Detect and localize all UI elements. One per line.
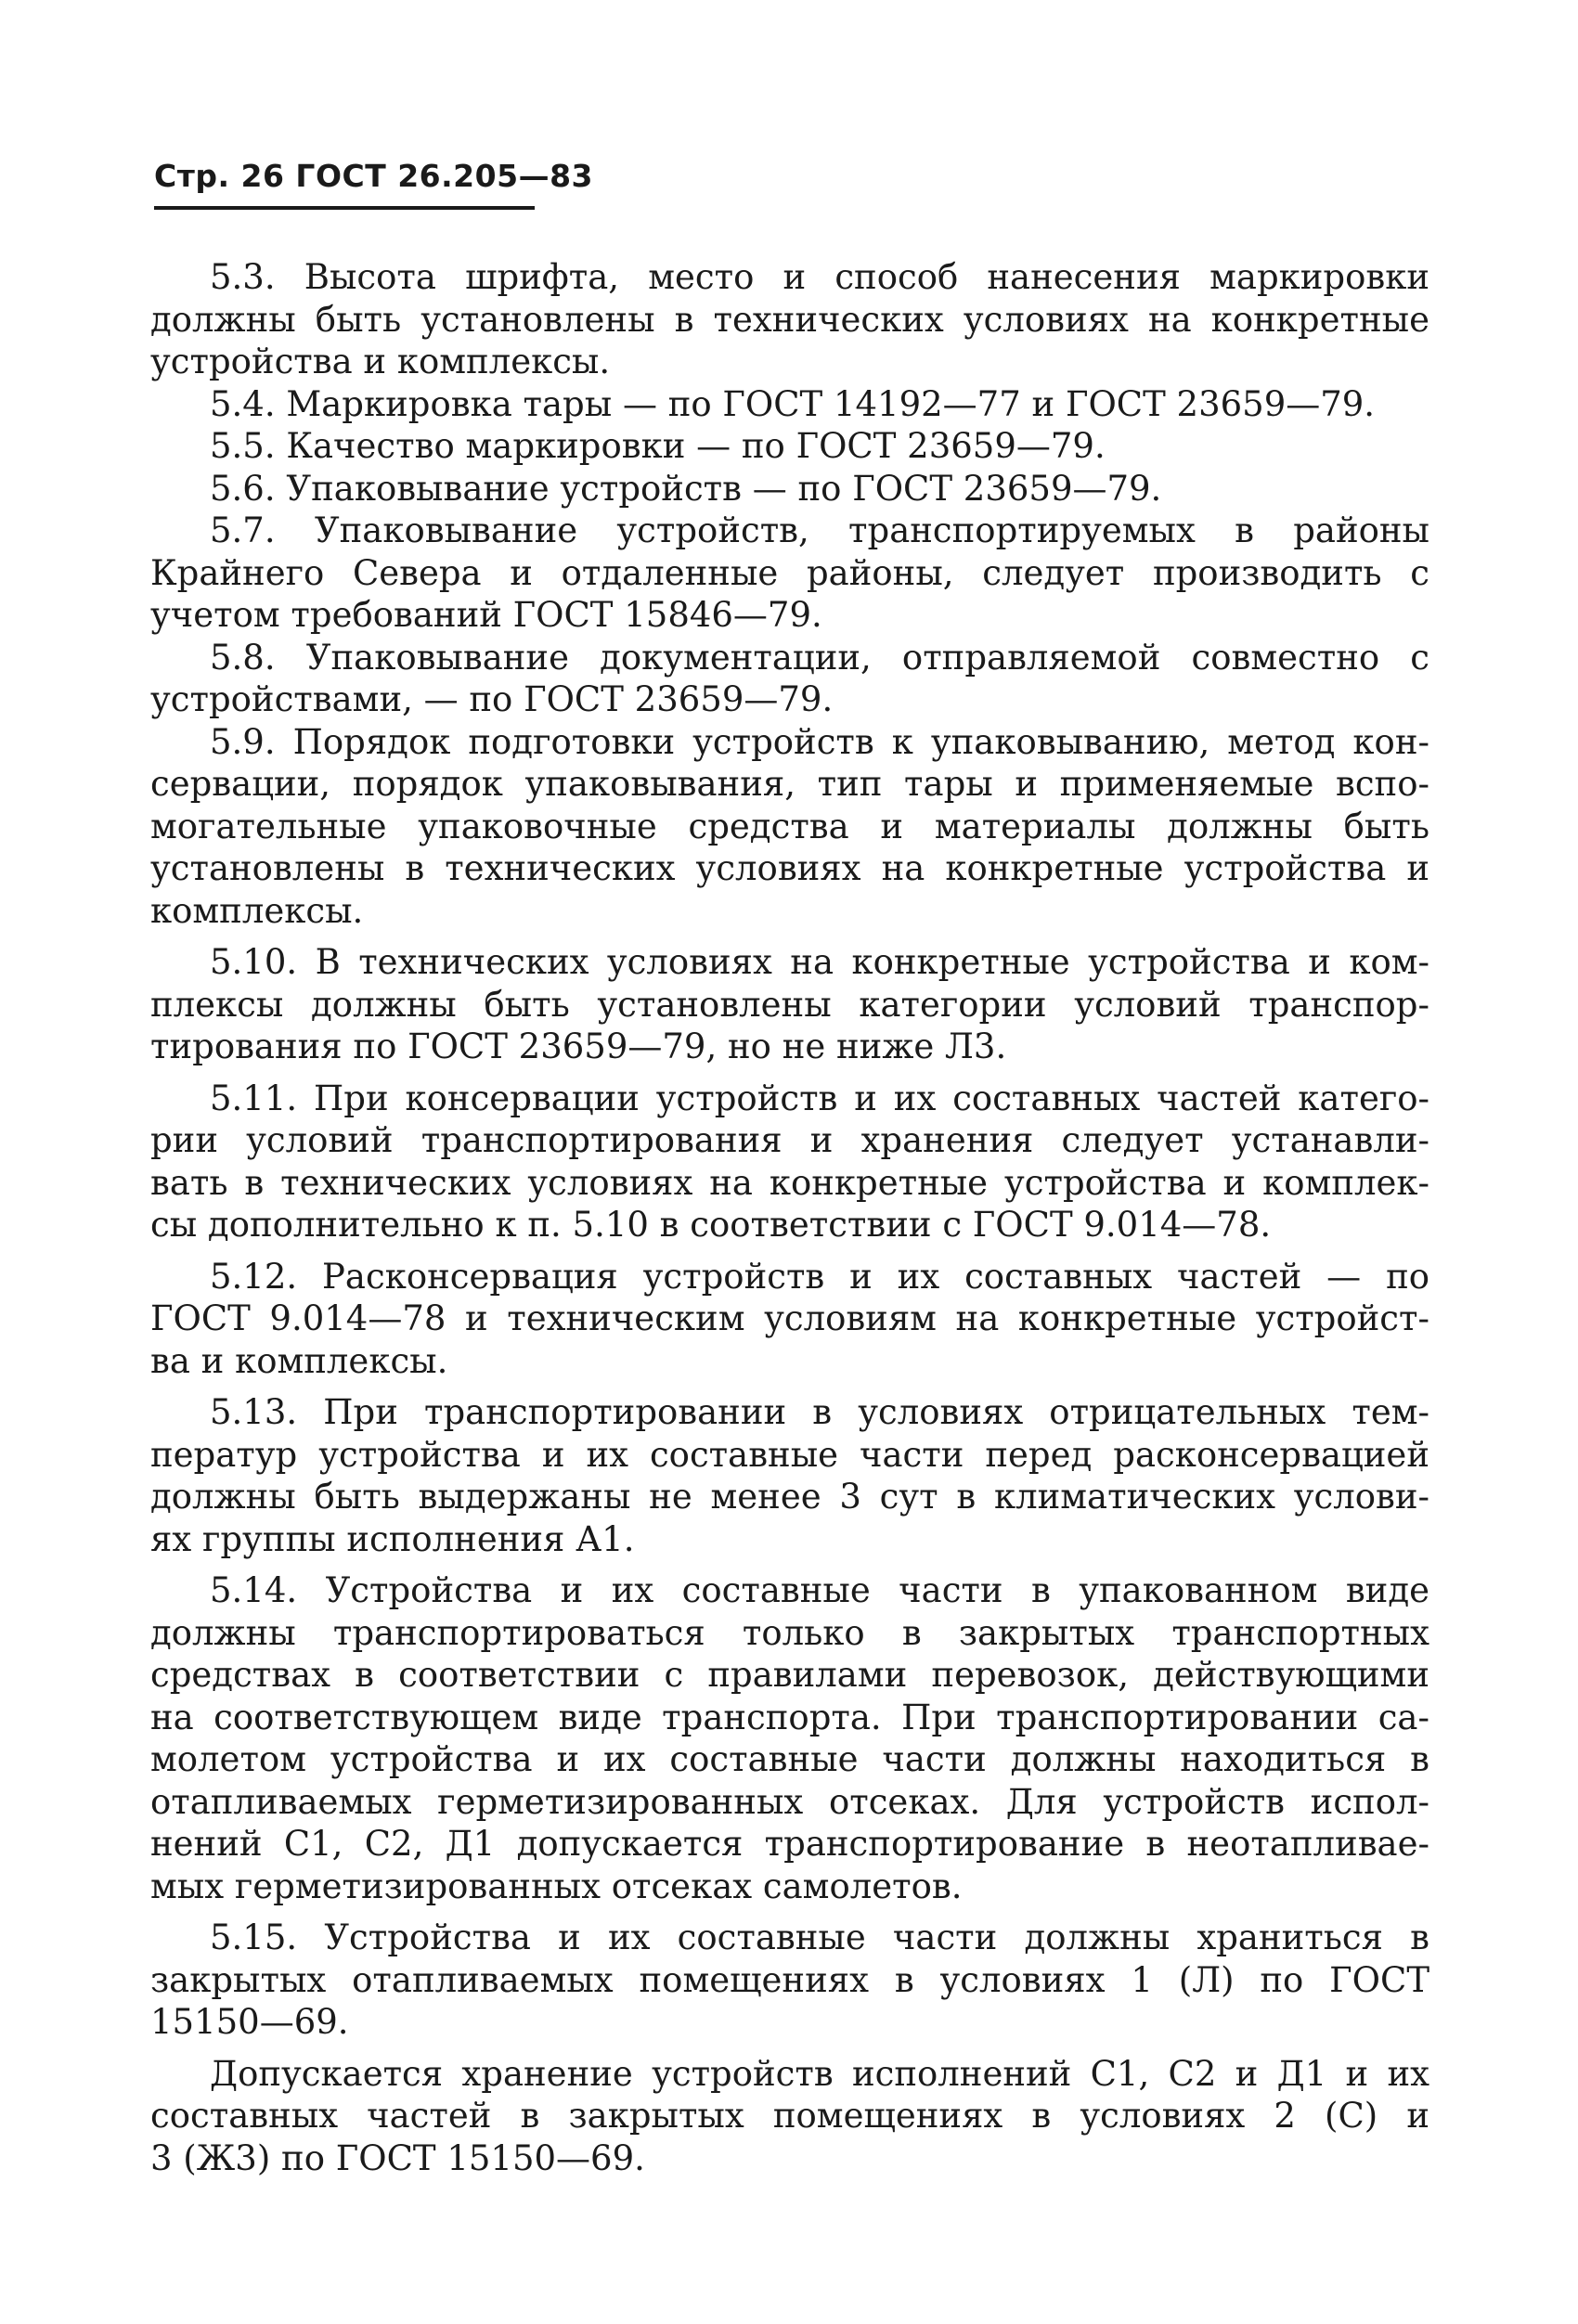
- text-line: устройствами, — по ГОСТ 23659—79.: [150, 679, 834, 719]
- text-line: 5.7. Упаковывание устройств, транспортируемых в районы: [210, 510, 1429, 550]
- text-line: могательные упаковочные средства и материалы должны быть: [150, 806, 1429, 846]
- paragraph: [150, 256, 1429, 383]
- text-line: 5.15. Устройства и их составные части должны храниться в: [210, 1917, 1429, 1957]
- paragraph: [150, 1391, 1429, 1560]
- text-line: ях группы исполнения А1.: [150, 1518, 635, 1559]
- text-line: закрытых отапливаемых помещениях в условиях 1 (Л) по ГОСТ: [150, 1959, 1429, 2000]
- text-line: сы дополнительно к п. 5.10 в соответствии с ГОСТ 9.014—78.: [150, 1205, 1272, 1245]
- text-line: 5.4. Маркировка тары — по ГОСТ 14192—77 и ГОСТ 23659—79.: [210, 383, 1376, 424]
- paragraph: [150, 383, 1429, 426]
- header-rule: [154, 206, 535, 210]
- text-line: 5.8. Упаковывание документации, отправляемой совместно с: [210, 637, 1429, 678]
- text-line: отапливаемых герметизированных отсеках. Для устройств испол-: [150, 1781, 1429, 1822]
- text-line: ва и комплексы.: [150, 1340, 448, 1381]
- text-line: комплексы.: [150, 890, 364, 931]
- running-header: [154, 158, 593, 194]
- text-line: 5.3. Высота шрифта, место и способ нанесения маркировки: [210, 257, 1429, 297]
- text-line: сервации, порядок упаковывания, тип тары и применяемые вспо-: [150, 764, 1429, 804]
- paragraph: [150, 637, 1429, 721]
- text-line: Крайнего Севера и отдаленные районы, следует производить с: [150, 552, 1429, 593]
- paragraph: [150, 1917, 1429, 2044]
- text-line: 5.14. Устройства и их составные части в упакованном виде: [210, 1570, 1429, 1610]
- paragraph: [150, 1078, 1429, 1246]
- text-line: составных частей в закрытых помещениях в условиях 2 (С) и: [150, 2096, 1429, 2136]
- text-line: 5.6. Упаковывание устройств — по ГОСТ 23659—79.: [210, 468, 1162, 509]
- document-body: [150, 256, 1429, 2179]
- text-line: 5.11. При консервации устройств и их составных частей катего-: [210, 1078, 1429, 1118]
- text-line: 5.10. В технических условиях на конкретные устройства и ком-: [210, 942, 1429, 982]
- text-line: установлены в технических условиях на конкретные устройства и: [150, 848, 1429, 888]
- text-line: 3 (Ж3) по ГОСТ 15150—69.: [150, 2137, 645, 2178]
- standard-number: ГОСТ 26.205—83: [295, 158, 593, 194]
- text-line: рии условий транспортирования и хранения следует устанавли-: [150, 1120, 1429, 1160]
- text-line: 15150—69.: [150, 2002, 349, 2042]
- text-line: 5.12. Расконсервация устройств и их составных частей — по: [210, 1256, 1429, 1297]
- text-line: мых герметизированных отсеках самолетов.: [150, 1866, 963, 1906]
- text-line: средствах в соответствии с правилами перевозок, действующими: [150, 1655, 1429, 1695]
- text-line: вать в технических условиях на конкретные устройства и комплек-: [150, 1162, 1429, 1203]
- text-line: должны транспортироваться только в закрытых транспортных: [150, 1612, 1429, 1653]
- text-line: 5.13. При транспортировании в условиях отрицательных тем-: [210, 1392, 1429, 1432]
- text-line: должны быть установлены в технических условиях на конкретные: [150, 299, 1429, 340]
- text-line: учетом требований ГОСТ 15846—79.: [150, 595, 822, 635]
- paragraph: [150, 2053, 1429, 2180]
- text-line: ГОСТ 9.014—78 и техническим условиям на конкретные устройст-: [150, 1298, 1429, 1338]
- text-line: должны быть выдержаны не менее 3 сут в климатических услови-: [150, 1477, 1429, 1517]
- paragraph: [150, 425, 1429, 468]
- text-line: устройства и комплексы.: [150, 342, 611, 381]
- paragraph: [150, 1256, 1429, 1383]
- text-line: молетом устройства и их составные части должны находиться в: [150, 1739, 1429, 1779]
- text-line: 5.5. Качество маркировки — по ГОСТ 23659—79.: [210, 426, 1106, 466]
- text-line: 5.9. Порядок подготовки устройств к упаковыванию, метод кон-: [210, 721, 1429, 762]
- text-line: плексы должны быть установлены категории условий транспор-: [150, 984, 1429, 1025]
- paragraph: [150, 941, 1429, 1068]
- page-label: Стр. 26: [154, 158, 285, 194]
- text-line: тирования по ГОСТ 23659—79, но не ниже Л3.: [150, 1026, 1007, 1066]
- paragraph: [150, 1569, 1429, 1907]
- paragraph: [150, 468, 1429, 510]
- text-line: Допускается хранение устройств исполнений С1, С2 и Д1 и их: [210, 2053, 1429, 2094]
- text-line: ператур устройства и их составные части перед расконсервацией: [150, 1434, 1429, 1475]
- text-line: на соответствующем виде транспорта. При транспортировании са-: [150, 1697, 1429, 1737]
- text-line: нений С1, С2, Д1 допускается транспортирование в неотапливае-: [150, 1824, 1429, 1864]
- paragraph: [150, 721, 1429, 933]
- paragraph: [150, 510, 1429, 637]
